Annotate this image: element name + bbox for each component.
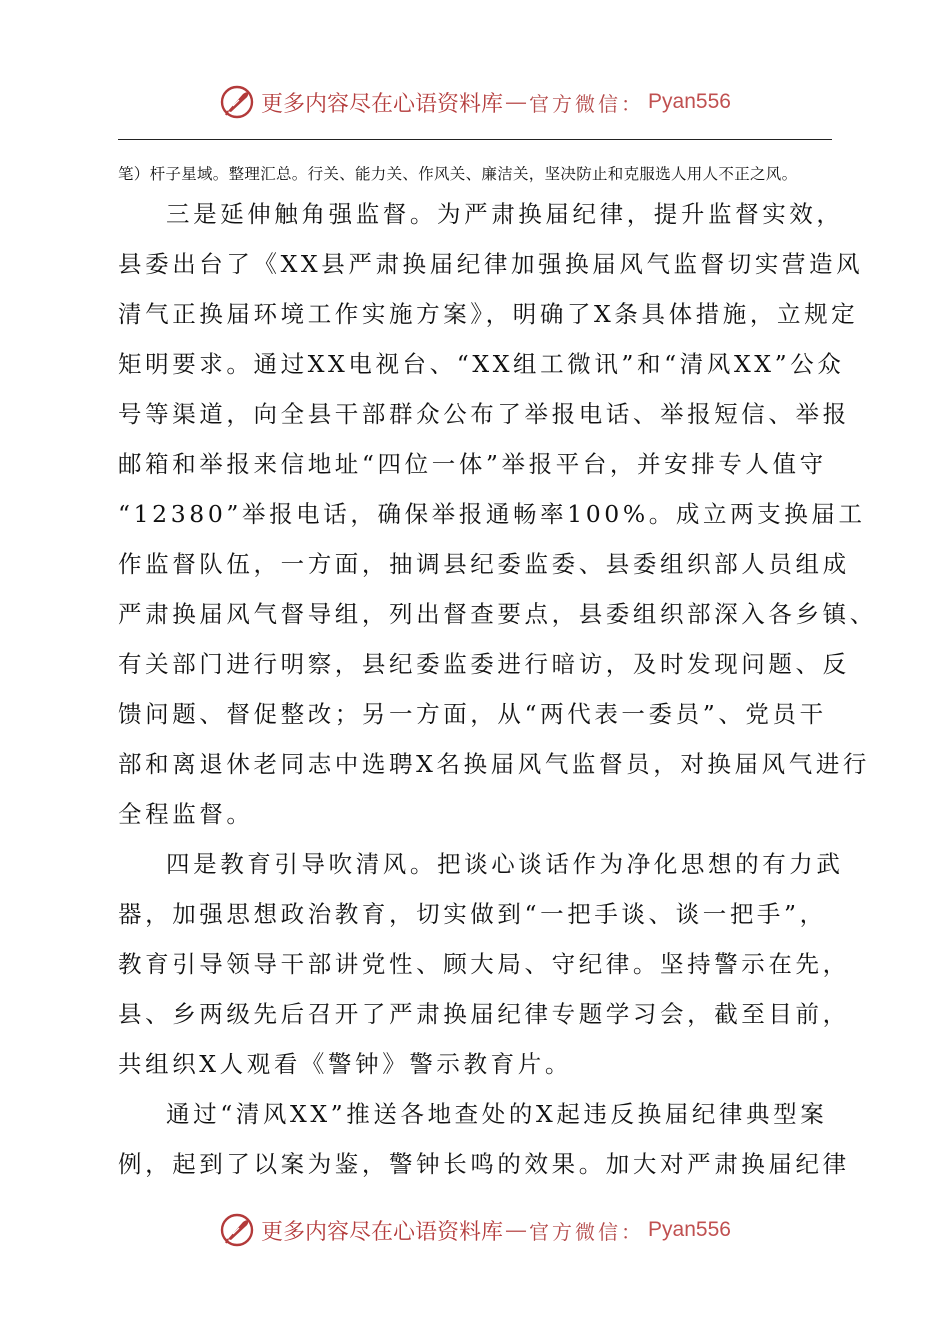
continued-text-line: 笔）杆子星域。整理汇总。行关、能力关、作风关、廉洁关，坚决防止和克服选人用人不正之风。 — [118, 165, 798, 183]
text-line: 矩明要求。通过XX电视台、“XX组工微讯”和“清风XX”公众 — [118, 350, 845, 378]
footer-banner — [0, 1210, 950, 1250]
banner-brand-text: 更多内容尽在心语资料库 — [261, 1219, 504, 1245]
header-banner — [0, 82, 950, 122]
banner-official-label: 官方微信： — [529, 91, 645, 116]
document-body — [118, 189, 877, 1189]
text-line: 三是延伸触角强监督。为严肃换届纪律，提升监督实效， — [166, 200, 844, 228]
banner-official-label: 官方微信： — [529, 1219, 645, 1244]
text-line: 有关部门进行明察，县纪委监委进行暗访，及时发现问题、反 — [118, 650, 850, 678]
text-line: 号等渠道，向全县干部群众公布了举报电话、举报短信、举报 — [118, 400, 850, 428]
text-line: 例，起到了以案为鉴，警钟长鸣的效果。加大对严肃换届纪律 — [118, 1150, 850, 1178]
text-line: 清气正换届环境工作实施方案》，明确了X条具体措施，立规定 — [118, 300, 859, 328]
text-line: 县、乡两级先后召开了严肃换届纪律专题学习会，截至目前， — [118, 1000, 850, 1028]
text-line: 共组织X人观看《警钟》警示教育片。 — [118, 1050, 572, 1078]
text-line: 全程监督。 — [118, 800, 254, 828]
banner-wechat-id: Pyan556 — [648, 90, 731, 113]
header-divider — [118, 139, 832, 140]
text-line: 县委出台了《XX县严肃换届纪律加强换届风气监督切实营造风 — [118, 250, 864, 278]
text-line: 馈问题、督促整改；另一方面，从“两代表一委员”、党员干 — [118, 700, 827, 728]
text-line: 严肃换届风气督导组，列出督查要点，县委组织部深入各乡镇、 — [118, 600, 877, 628]
quill-logo-icon — [219, 1212, 255, 1248]
text-line: 通过“清风XX”推送各地查处的X起违反换届纪律典型案 — [166, 1100, 828, 1128]
banner-separator: — — [505, 1217, 528, 1243]
text-line: 部和离退休老同志中选聘X名换届风气监督员，对换届风气进行 — [118, 750, 871, 778]
banner-separator: — — [505, 89, 528, 115]
quill-logo-icon — [219, 84, 255, 120]
text-line: 作监督队伍，一方面，抽调县纪委监委、县委组织部人员组成 — [118, 550, 850, 578]
text-line: 四是教育引导吹清风。把谈心谈话作为净化思想的有力武 — [166, 850, 844, 878]
text-line: 教育引导领导干部讲党性、顾大局、守纪律。坚持警示在先， — [118, 950, 850, 978]
banner-wechat-id: Pyan556 — [648, 1218, 731, 1241]
text-line: “12380”举报电话，确保举报通畅率100%。成立两支换届工 — [118, 500, 866, 528]
text-line: 器，加强思想政治教育，切实做到“一把手谈、谈一把手”， — [118, 900, 827, 928]
banner-brand-text: 更多内容尽在心语资料库 — [261, 91, 504, 117]
text-line: 邮箱和举报来信地址“四位一体”举报平台，并安排专人值守 — [118, 450, 827, 478]
